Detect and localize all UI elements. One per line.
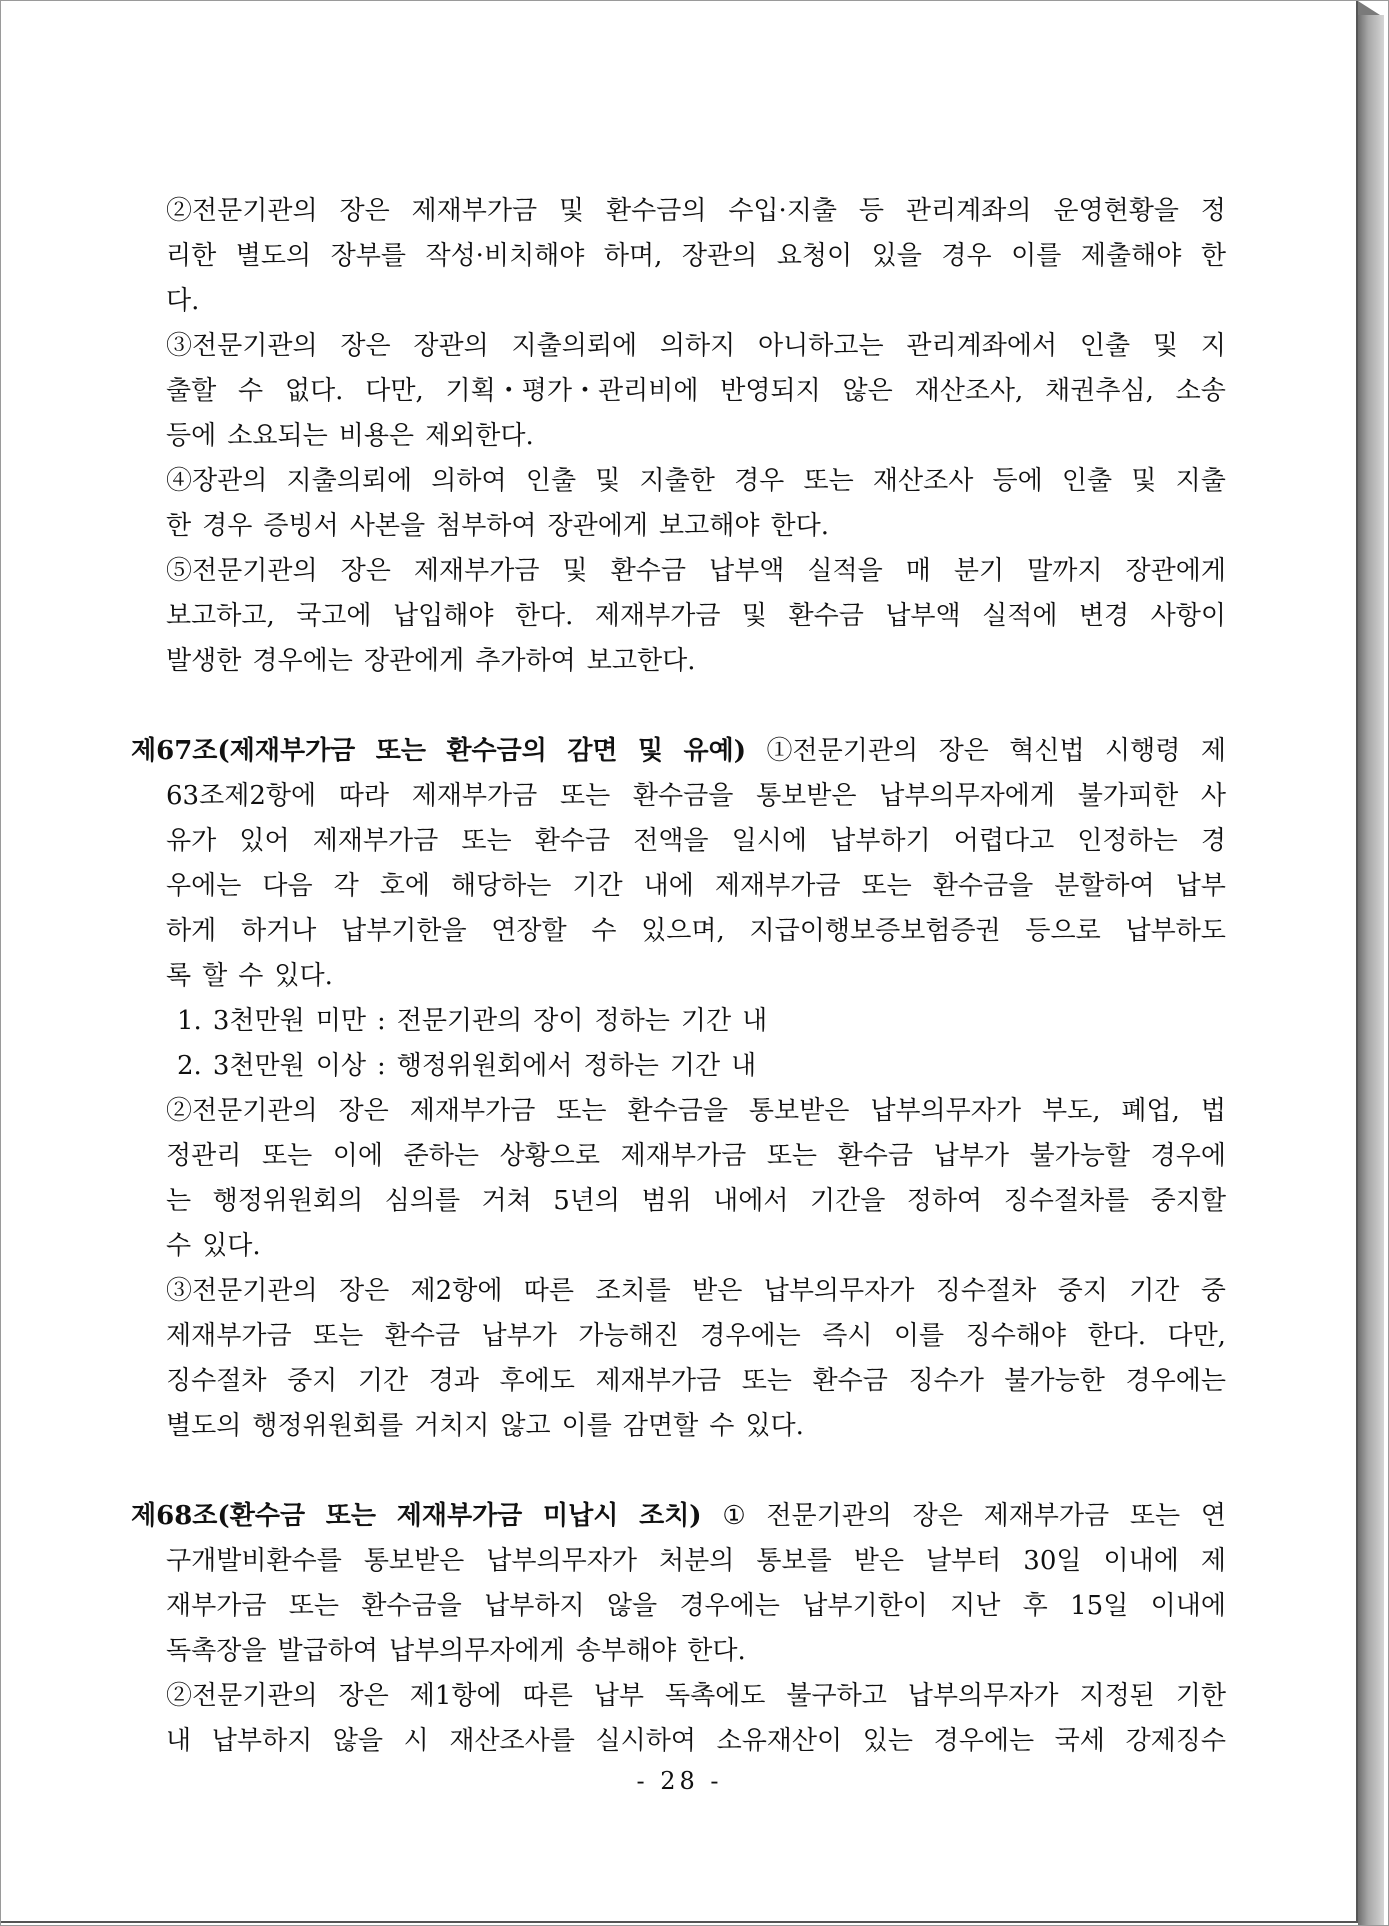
text-line: 보고하고, 국고에 납입해야 한다. 제재부가금 및 환수금 납부액 실적에 변경 사항이 (166, 601, 1226, 631)
text-line: 발생한 경우에는 장관에게 추가하여 보고한다. (166, 646, 696, 676)
text-line: 독촉장을 발급하여 납부의무자에게 송부해야 한다. (166, 1636, 746, 1666)
text-line: 징수절차 중지 기간 경과 후에도 제재부가금 또는 환수금 징수가 불가능한 경우에는 (166, 1366, 1226, 1396)
text-line: ②전문기관의 장은 제재부가금 또는 환수금을 통보받은 납부의무자가 부도, 폐업, 법 (166, 1096, 1226, 1126)
list-item-line: 1. 3천만원 미만 : 전문기관의 장이 정하는 기간 내 (177, 1006, 768, 1036)
article-heading-line: 제67조(제재부가금 또는 환수금의 감면 및 유예) ①전문기관의 장은 혁신법 시행령 제 (131, 736, 1226, 766)
text-line: 별도의 행정위원회를 거치지 않고 이를 감면할 수 있다. (166, 1411, 804, 1441)
text-line: 는 행정위원회의 심의를 거쳐 5년의 범위 내에서 기간을 정하여 징수절차를 중지할 (166, 1186, 1226, 1216)
text-line: 한 경우 증빙서 사본을 첨부하여 장관에게 보고해야 한다. (166, 511, 829, 541)
article-heading-line: 제68조(환수금 또는 제재부가금 미납시 조치) ① 전문기관의 장은 제재부가금 또는 연 (131, 1501, 1226, 1531)
page-fold-corner (1358, 1, 1384, 15)
text-line: 정관리 또는 이에 준하는 상황으로 제재부가금 또는 환수금 납부가 불가능할 경우에 (166, 1141, 1226, 1171)
text-line: ③전문기관의 장은 장관의 지출의뢰에 의하지 아니하고는 관리계좌에서 인출 및 지 (166, 331, 1226, 361)
section-gap (131, 1449, 1226, 1494)
text-line: ⑤전문기관의 장은 제재부가금 및 환수금 납부액 실적을 매 분기 말까지 장관에게 (166, 556, 1226, 586)
text-line: 하게 하거나 납부기한을 연장할 수 있으며, 지급이행보증보험증권 등으로 납부하도 (166, 916, 1226, 946)
text-line: 록 할 수 있다. (166, 961, 333, 991)
page-number: - 28 - (636, 1767, 723, 1795)
text-line: 다. (166, 286, 200, 316)
text-line: 출할 수 없다. 다만, 기획・평가・관리비에 반영되지 않은 재산조사, 채권추심, 소송 (166, 376, 1226, 406)
text-line: 우에는 다음 각 호에 해당하는 기간 내에 제재부가금 또는 환수금을 분할하여 납부 (166, 871, 1226, 901)
text-line: 제재부가금 또는 환수금 납부가 가능해진 경우에는 즉시 이를 징수해야 한다. 다만, (166, 1321, 1226, 1351)
text-line: ③전문기관의 장은 제2항에 따른 조치를 받은 납부의무자가 징수절차 중지 기간 중 (166, 1276, 1226, 1306)
text-line: 63조제2항에 따라 제재부가금 또는 환수금을 통보받은 납부의무자에게 불가피한 사 (166, 781, 1226, 811)
section-gap (131, 684, 1226, 729)
page-edge-shadow (1358, 13, 1384, 1925)
text-line: 재부가금 또는 환수금을 납부하지 않을 경우에는 납부기한이 지난 후 15일 이내에 (166, 1591, 1226, 1621)
text-line: 리한 별도의 장부를 작성·비치해야 하며, 장관의 요청이 있을 경우 이를 제출해야 한 (166, 241, 1226, 271)
text-line: 수 있다. (166, 1231, 261, 1261)
text-line: ②전문기관의 장은 제재부가금 및 환수금의 수입·지출 등 관리계좌의 운영현황을 정 (166, 196, 1226, 226)
text-line: 등에 소요되는 비용은 제외한다. (166, 421, 534, 451)
text-line: ②전문기관의 장은 제1항에 따른 납부 독촉에도 불구하고 납부의무자가 지정된 기한 (166, 1681, 1226, 1711)
text-line: ④장관의 지출의뢰에 의하여 인출 및 지출한 경우 또는 재산조사 등에 인출 및 지출 (166, 466, 1226, 496)
text-line: 내 납부하지 않을 시 재산조사를 실시하여 소유재산이 있는 경우에는 국세 강제징수 (166, 1726, 1226, 1756)
page-body (131, 189, 1226, 1764)
document-page (1, 1, 1358, 1923)
text-line: 구개발비환수를 통보받은 납부의무자가 처분의 통보를 받은 날부터 30일 이내에 제 (166, 1546, 1226, 1576)
list-item-line: 2. 3천만원 이상 : 행정위원회에서 정하는 기간 내 (177, 1051, 757, 1081)
text-line: 유가 있어 제재부가금 또는 환수금 전액을 일시에 납부하기 어렵다고 인정하는 경 (166, 826, 1226, 856)
